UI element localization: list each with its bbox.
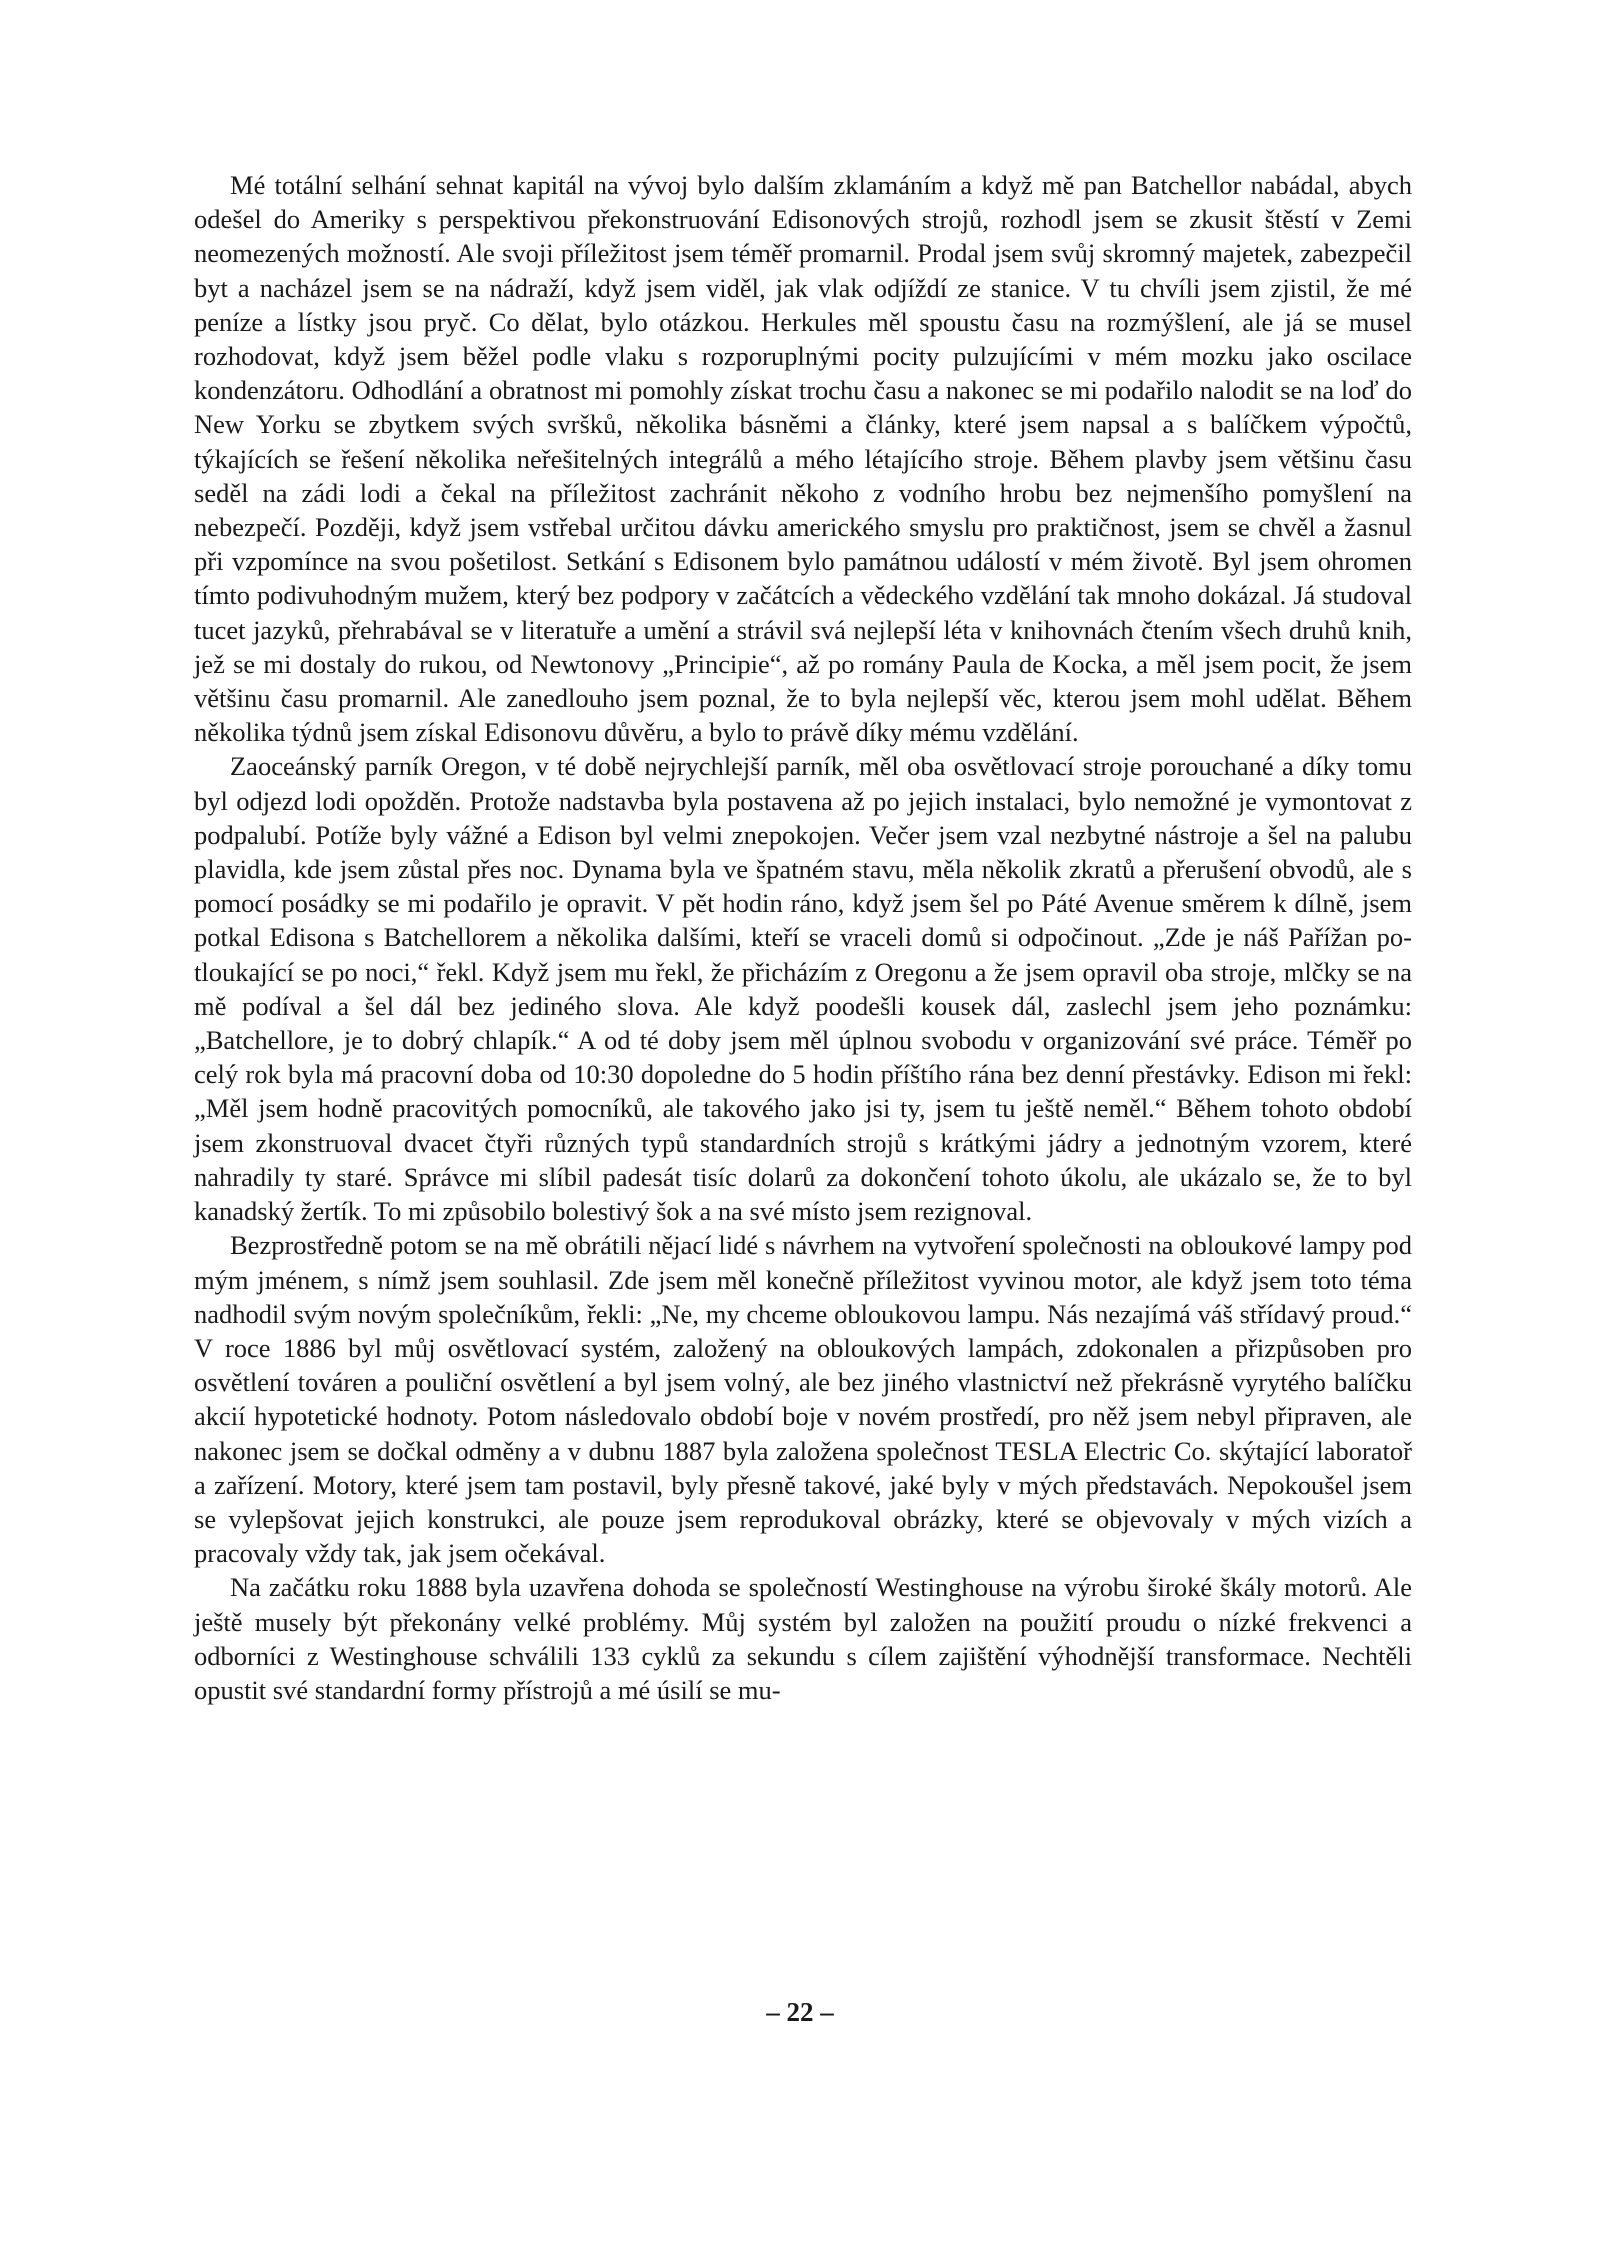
paragraph-3: Bezprostředně potom se na mě obrátili nějací lidé s návrhem na vytvoření společnosti na obloukové lampy pod mým jménem, s nímž jsem souhlasil. Zde jsem měl konečně příležitost vyvinou motor, ale když jsem toto téma nadhodil svým novým společníkům, řekli: „Ne, my chceme obloukovou lampu. Nás nezajímá váš střídavý proud.“ V roce 1886 byl můj osvětlovací systém, založený na obloukových lampách, zdokonalen a přizpůsoben pro osvětlení továren a pouliční osvětlení a byl jsem volný, ale bez jiného vlastnictví než překrásně vyrytého balíčku akcií hypotetické hodnoty. Potom následovalo období boje v novém prostředí, pro něž jsem nebyl připraven, ale nakonec jsem se dočkal odměny a v dubnu 1887 byla založena společnost TESLA Electric Co. skýtající laboratoř a zařízení. Motory, které jsem tam postavil, byly přesně takové, jaké byly v mých představách. Nepokoušel jsem se vylepšovat jejich konstrukci, ale pouze jsem reprodukoval obrázky, které se objevovaly v mých vizích a pracovaly vždy tak, jak jsem očekával.	[194, 1230, 1412, 1569]
page-number: – 22 –	[766, 1997, 834, 2027]
paragraph-4: Na začátku roku 1888 byla uzavřena dohoda se společností Westinghouse na výrobu široké škály motorů. Ale ještě musely být překonány velké problémy. Můj systém byl založen na použití proudu o nízké frekvenci a odborníci z Westinghouse schválili 133 cyklů za sekundu s cílem zajištění výhodnější transformace. Nechtěli opustit své standardní formy přístrojů a mé úsilí se mu-	[194, 1572, 1412, 1705]
paragraph-1: Mé totální selhání sehnat kapitál na vývoj bylo dalším zklamáním a když mě pan Batchellor nabádal, abych odešel do Ameriky s perspektivou překonstruování Edisonových strojů, rozhodl jsem se zkusit štěstí v Zemi neomezených možností. Ale svoji příležitost jsem téměř promarnil. Prodal jsem svůj skromný majetek, zabezpečil byt a nacházel jsem se na nádraží, když jsem viděl, jak vlak odjíždí ze stanice. V tu chvíli jsem zjistil, že mé peníze a lístky jsou pryč. Co dělat, bylo otázkou. Herkules měl spoustu času na rozmýšlení, ale já se musel rozhodovat, když jsem běžel podle vlaku s rozporuplnými pocity pulzujícími v mém mozku jako oscilace kondenzátoru. Odhodlání a obratnost mi pomohly získat trochu času a nakonec se mi podařilo nalodit se na loď do New Yorku se zbytkem svých svršků, několika básněmi a články, které jsem napsal a s balíčkem výpočtů, týkajících se řešení několika neřešitelných integrálů a mého létajícího stroje. Během plavby jsem většinu času seděl na zádi lodi a čekal na příležitost zachránit někoho z vodního hrobu bez nejmenšího pomyšlení na nebezpečí. Později, když jsem vstřebal určitou dávku amerického smyslu pro praktičnost, jsem se chvěl a žasnul při vzpomínce na svou pošetilost. Setkání s Edisonem bylo památnou událostí v mém životě. Byl jsem ohromen tímto podivuhodným mužem, který bez podpory v začátcích a vědeckého vzdělání tak mnoho dokázal. Já studoval tucet jazyků, přehrabával se v literatuře a umění a strávil svá nejlepší léta v knihovnách čtením všech druhů knih, jež se mi dostaly do rukou, od Newtonovy „Principie“, až po romány Paula de Kocka, a měl jsem pocit, že jsem většinu času promarnil. Ale zanedlouho jsem poznal, že to byla nejlepší věc, kterou jsem mohl udělat. Během několika týdnů jsem získal Edisonovu důvěru, a bylo to právě díky mému vzdělání.	[194, 170, 1412, 748]
paragraph-2: Zaoceánský parník Oregon, v té době nejrychlejší parník, měl oba osvětlovací stroje porouchané a díky tomu byl odjezd lodi opožděn. Protože nadstavba byla postavena až po jejich instalaci, bylo nemožné je vymontovat z podpalubí. Potíže byly vážné a Edison byl velmi znepokojen. Večer jsem vzal nezbytné nástroje a šel na palubu plavidla, kde jsem zůstal přes noc. Dynama byla ve špatném stavu, měla několik zkratů a přerušení obvodů, ale s pomocí posádky se mi podařilo je opravit. V pět hodin ráno, když jsem šel po Páté Avenue směrem k dílně, jsem potkal Edisona s Batchellorem a několika dalšími, kteří se vraceli domů si odpočinout. „Zde je náš Pařížan potloukající se po noci,“ řekl. Když jsem mu řekl, že přicházím z Oregonu a že jsem opravil oba stroje, mlčky se na mě podíval a šel dál bez jediného slova. Ale když poodešli kousek dál, zaslechl jsem jeho poznámku: „Batchellore, je to dobrý chlapík.“ A od té doby jsem měl úplnou svobodu v organizování své práce. Téměř po celý rok byla má pracovní doba od 10:30 dopoledne do 5 hodin příštího rána bez denní přestávky. Edison mi řekl: „Měl jsem hodně pracovitých pomocníků, ale takového jako jsi ty, jsem tu ještě neměl.“ Během tohoto období jsem zkonstruoval dvacet čtyři různých typů standardních strojů s krátkými jádry a jednotným vzorem, které nahradily ty staré. Správce mi slíbil padesát tisíc dolarů za dokončení tohoto úkolu, ale ukázalo se, že to byl kanadský žertík. To mi způsobilo bolestivý šok a na své místo jsem rezignoval.	[194, 751, 1412, 1227]
body-text	[194, 168, 1412, 1707]
